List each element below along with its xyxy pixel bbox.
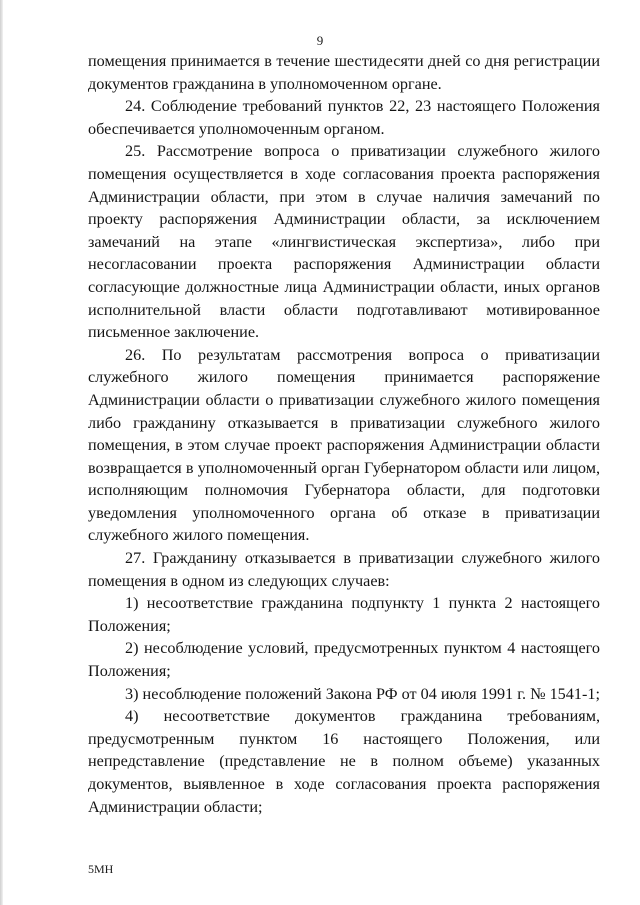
- paragraph-continuation: помещения принимается в течение шестидесяти дней со дня регистрации документов гражданина в уполномоченном органе.: [88, 52, 600, 93]
- list-item-1: 1) несоответствие гражданина подпункту 1 пункта 2 настоящего Положения;: [88, 594, 600, 635]
- scan-edge: [0, 0, 3, 905]
- document-body: [88, 50, 600, 818]
- paragraph-25: 25. Рассмотрение вопроса о приватизации служебного жилого помещения осуществляется в ходе согласования проекта распоряжения Администрации области, при этом в случае наличия замечаний по проекту распоряжения Администрации области, за исключением замечаний на этапе «лингвистическая экспертиза», либо при несогласовании проекта распоряжения Администрации области согласующие должностные лица Администрации области, иных органов исполнительной власти области подготавливают мотивированное письменное заключение.: [88, 142, 600, 342]
- footer-code: 5МН: [88, 862, 114, 876]
- page-number: 9: [316, 33, 324, 48]
- list-item-2: 2) несоблюдение условий, предусмотренных пунктом 4 настоящего Положения;: [88, 639, 600, 681]
- list-item-4: 4) несоответствие документов гражданина требованиям, предусмотренным пунктом 16 настоящего Положения, или непредставление (представление не в полном объеме) указанных документов, выявленное в ходе согласования проекта распоряжения Администрации области;: [88, 707, 600, 816]
- list-item-3: 3) несоблюдение положений Закона РФ от 04 июля 1991 г. № 1541-1;: [125, 684, 600, 703]
- paragraph-26: 26. По результатам рассмотрения вопроса о приватизации служебного жилого помещения принимается распоряжение Администрации области о приватизации служебного жилого помещения либо гражданину отказывается в приватизации служебного жилого помещения, в этом случае проект распоряжения Администрации области возвращается в уполномоченный орган Губернатором области или лицом, исполняющим полномочия Губернатора области, для подготовки уведомления уполномоченного органа об отказе в приватизации служебного жилого помещения.: [88, 345, 600, 545]
- paragraph-27: 27. Гражданину отказывается в приватизации служебного жилого помещения в одном из следующих случаев:: [88, 549, 600, 590]
- paragraph-24: 24. Соблюдение требований пунктов 22, 23 настоящего Положения обеспечивается уполномоченным органом.: [88, 97, 600, 138]
